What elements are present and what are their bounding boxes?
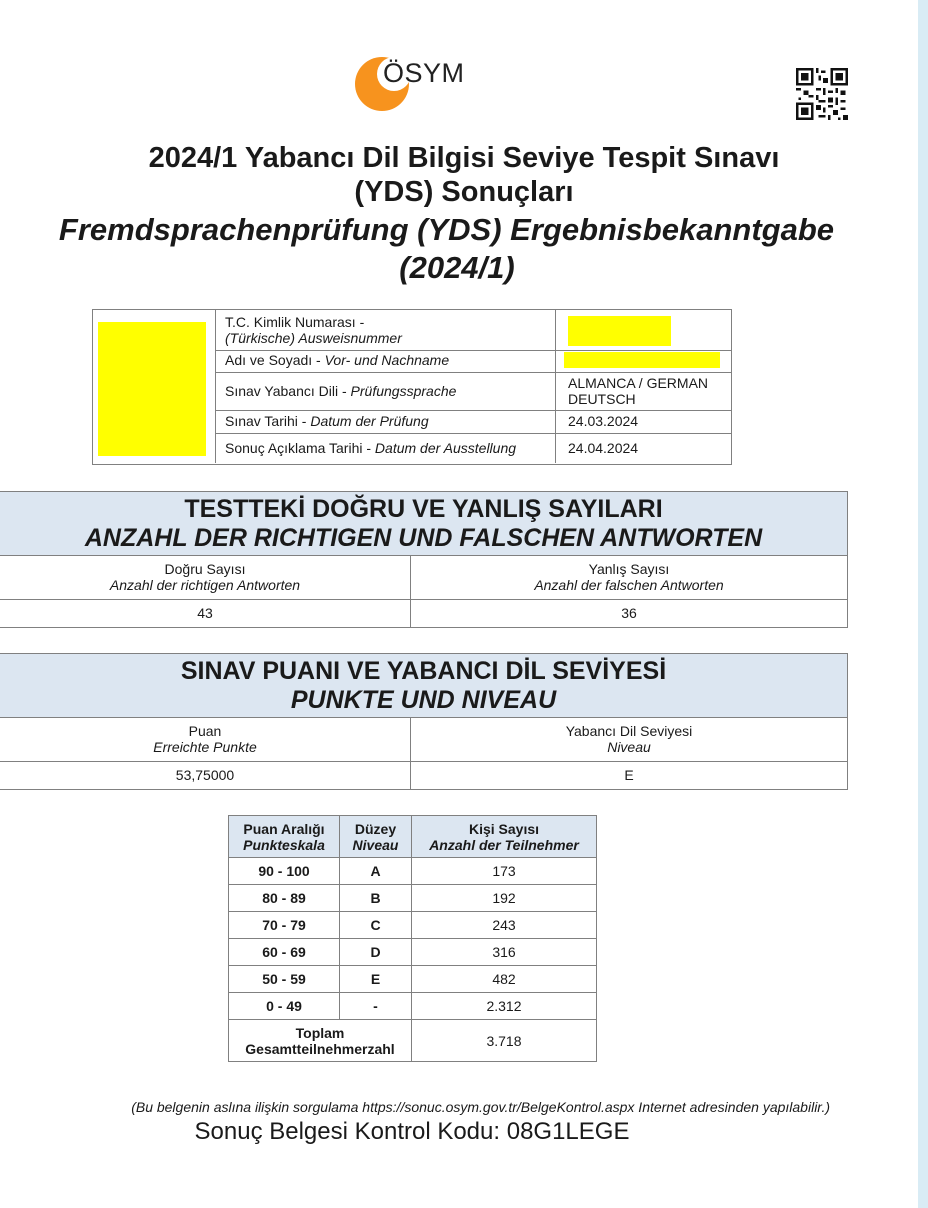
score-col-headers (0, 718, 847, 762)
scale-header-count (412, 816, 597, 858)
table-row (229, 885, 597, 912)
info-value-result-date: 24.04.2024 (568, 440, 639, 456)
score-table (0, 653, 848, 790)
scale-total-row (229, 1020, 597, 1062)
info-row-name (216, 350, 731, 373)
info-label (216, 350, 556, 372)
scale-count: 482 (412, 966, 597, 993)
scale-header-range-de: Punkteskala (243, 836, 325, 853)
table-row (229, 966, 597, 993)
photo-cell (93, 310, 216, 463)
scale-level: - (340, 993, 412, 1020)
scale-header-count-tr: Kişi Sayısı (468, 820, 540, 837)
points-col-label: Puan (188, 723, 222, 739)
score-scale-table (228, 815, 597, 1062)
answers-col-headers (0, 556, 847, 600)
points-col-header (0, 718, 411, 761)
info-label-tr: Sınav Yabancı Dili - (225, 383, 351, 399)
correct-col-label: Doğru Sayısı (164, 561, 246, 577)
info-value-exam-date: 24.03.2024 (568, 413, 639, 429)
scale-total-label (229, 1020, 412, 1062)
scale-header-level-de: Niveau (352, 836, 399, 853)
scale-range: 50 - 59 (229, 966, 340, 993)
scale-level: C (340, 912, 412, 939)
info-label (216, 410, 556, 433)
scale-range: 80 - 89 (229, 885, 340, 912)
scale-count: 243 (412, 912, 597, 939)
scale-level: B (340, 885, 412, 912)
info-label-tr: Sınav Tarihi - (225, 413, 311, 429)
answers-title: TESTTEKİ DOĞRU VE YANLIŞ SAYILARI (184, 495, 663, 523)
scale-level: A (340, 858, 412, 885)
wrong-col-label-de: Anzahl der falschen Antworten (534, 577, 724, 593)
table-row (229, 993, 597, 1020)
info-label-de: Prüfungssprache (350, 383, 457, 399)
wrong-count: 36 (621, 605, 637, 621)
score-title-de: PUNKTE UND NIVEAU (290, 686, 557, 714)
level-col-label: Yabancı Dil Seviyesi (565, 723, 693, 739)
scale-count: 316 (412, 939, 597, 966)
qr-code-icon (796, 68, 848, 120)
info-label-tr: Sonuç Açıklama Tarihi - (225, 440, 375, 456)
scale-total-label-de: Gesamtteilnehmerzahl (245, 1040, 395, 1057)
table-row (229, 858, 597, 885)
scale-level: D (340, 939, 412, 966)
title-line-1: 2024/1 Yabancı Dil Bilgisi Seviye Tespit Sınavı (148, 142, 780, 174)
scale-header-row (229, 816, 597, 858)
score-header (0, 654, 847, 718)
points-col-label-de: Erreichte Punkte (153, 739, 257, 755)
answers-title-de: ANZAHL DER RICHTIGEN UND FALSCHEN ANTWORTEN (84, 524, 763, 552)
info-label-de: (Türkische) Ausweisnummer (225, 330, 402, 346)
scale-header-level-tr: Düzey (354, 820, 397, 837)
scale-range: 70 - 79 (229, 912, 340, 939)
correct-col-header (0, 556, 411, 599)
info-row-exam-date (216, 410, 731, 434)
correct-count: 43 (0, 600, 411, 627)
scale-count: 2.312 (412, 993, 597, 1020)
wrong-col-header (411, 556, 847, 599)
table-row (229, 912, 597, 939)
scale-range: 60 - 69 (229, 939, 340, 966)
info-label (216, 372, 556, 410)
candidate-info-table (92, 309, 732, 465)
correct-col-label-de: Anzahl der richtigen Antworten (109, 577, 301, 593)
redacted-name (564, 352, 720, 368)
info-label-de: Datum der Ausstellung (374, 440, 517, 456)
info-row-result-date (216, 433, 731, 463)
info-value-id (559, 310, 731, 350)
info-row-id (216, 310, 731, 351)
score-values (0, 762, 847, 789)
score-title: SINAV PUANI VE YABANCI DİL SEVİYESİ (180, 657, 667, 685)
scale-level: E (340, 966, 412, 993)
table-row (229, 939, 597, 966)
level-value: E (624, 767, 634, 783)
title-line-4: (2024/1) (399, 250, 515, 285)
title-line-2: (YDS) Sonuçları (354, 176, 574, 208)
level-col-header (411, 718, 847, 761)
level-col-label-de: Niveau (607, 739, 651, 755)
info-label-de: Datum der Prüfung (310, 413, 429, 429)
scale-count: 192 (412, 885, 597, 912)
points-value: 53,75000 (0, 762, 411, 789)
info-label-tr: Adı ve Soyadı - (225, 352, 325, 368)
scale-header-range (229, 816, 340, 858)
logo-text: ÖSYM (383, 58, 465, 88)
info-label-de: Vor- und Nachname (324, 352, 450, 368)
wrong-col-label: Yanlış Sayısı (588, 561, 670, 577)
scale-total-label-tr: Toplam (295, 1024, 345, 1041)
osym-logo (354, 56, 484, 116)
info-label (216, 433, 556, 463)
scale-header-count-de: Anzahl der Teilnehmer (429, 836, 579, 853)
info-value-language: ALMANCA / GERMAN DEUTSCH (568, 375, 709, 407)
answers-table (0, 491, 848, 628)
answers-header (0, 492, 847, 556)
redacted-id (568, 316, 671, 346)
info-row-language (216, 372, 731, 411)
scale-range: 90 - 100 (229, 858, 340, 885)
verification-note: (Bu belgenin aslına ilişkin sorgulama https://sonuc.osym.gov.tr/BelgeKontrol.aspx Internet adresinden yapılabilir.) (131, 1099, 830, 1115)
info-label-tr: T.C. Kimlik Numarası - (225, 314, 365, 330)
redacted-photo (98, 322, 206, 456)
scale-total-value: 3.718 (412, 1020, 597, 1062)
title-line-3: Fremdsprachenprüfung (YDS) Ergebnisbekanntgabe (58, 212, 834, 247)
control-code: Sonuç Belgesi Kontrol Kodu: 08G1LEGE (194, 1118, 630, 1145)
info-label (216, 310, 556, 350)
scale-header-range-tr: Puan Aralığı (243, 820, 325, 837)
scale-range: 0 - 49 (229, 993, 340, 1020)
scale-header-level (340, 816, 412, 858)
info-value-name (559, 350, 731, 372)
answers-values (0, 600, 847, 627)
scale-count: 173 (412, 858, 597, 885)
